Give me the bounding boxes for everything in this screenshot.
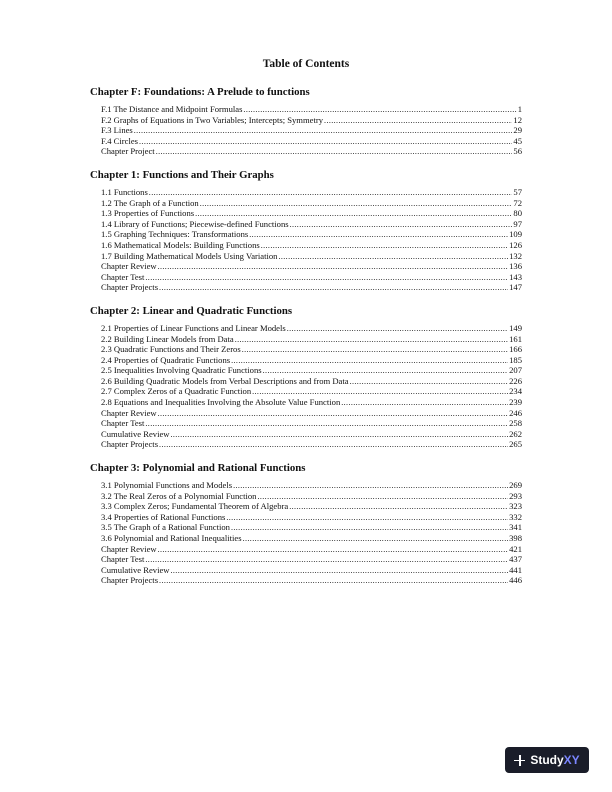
toc-entry[interactable] [101, 554, 522, 565]
toc-entry-page-number: 149 [509, 322, 522, 333]
chapter-heading: Chapter 1: Functions and Their Graphs [90, 168, 274, 181]
chapter-section [90, 461, 522, 586]
dot-leader [171, 430, 509, 440]
chapter-section [90, 85, 522, 157]
chapter-heading: Chapter F: Foundations: A Prelude to functions [90, 86, 310, 98]
toc-entry[interactable] [101, 323, 522, 334]
toc-entry-label: Chapter Test [101, 271, 145, 282]
dot-leader [139, 137, 512, 147]
dot-leader [171, 566, 509, 576]
dot-leader [249, 230, 508, 240]
toc-entry[interactable] [101, 240, 522, 251]
toc-entry[interactable] [101, 251, 522, 262]
toc-container [90, 85, 522, 597]
toc-entry[interactable] [101, 208, 522, 219]
toc-entry-label: 2.1 Properties of Linear Functions and Linear Models [101, 322, 286, 333]
dot-leader [235, 335, 508, 345]
toc-entry[interactable] [101, 397, 522, 408]
dot-leader [261, 241, 508, 251]
toc-entry-list [90, 323, 522, 450]
toc-entry-page-number: 29 [513, 125, 522, 136]
toc-entry-label: 1.3 Properties of Functions [101, 208, 195, 219]
toc-entry[interactable] [101, 365, 522, 376]
toc-entry[interactable] [101, 565, 522, 576]
dot-leader [243, 105, 516, 115]
toc-entry-label: 3.5 The Graph of a Rational Function [101, 522, 230, 533]
toc-entry-page-number: 332 [509, 511, 522, 522]
toc-entry[interactable] [101, 198, 522, 209]
dot-leader [158, 409, 509, 419]
logo-text-accent: XY [563, 753, 580, 767]
toc-entry-label: F.2 Graphs of Equations in Two Variables; Intercepts; Symmetry [101, 114, 324, 125]
toc-entry[interactable] [101, 104, 522, 115]
toc-entry-page-number: 80 [513, 208, 522, 219]
toc-entry-label: Chapter Projects [101, 439, 159, 450]
toc-entry-label: 3.6 Polynomial and Rational Inequalities [101, 533, 242, 543]
toc-entry-page-number: 341 [509, 522, 522, 533]
toc-entry-page-number: 136 [509, 261, 522, 272]
toc-entry-page-number: 57 [513, 186, 522, 197]
dot-leader [145, 419, 508, 429]
toc-entry-label: 1.1 Functions [101, 186, 148, 197]
toc-entry-page-number: 398 [509, 533, 522, 543]
toc-entry-label: 1.5 Graphing Techniques: Transformations [101, 229, 249, 240]
toc-entry[interactable] [101, 334, 522, 345]
toc-entry-page-number: 56 [513, 146, 522, 157]
dot-leader [156, 147, 513, 157]
logo-text-main: Study [530, 753, 564, 767]
toc-entry-page-number: 293 [509, 490, 522, 501]
toc-entry[interactable] [101, 282, 522, 293]
dot-leader [252, 387, 508, 397]
toc-entry-page-number: 226 [509, 375, 522, 386]
toc-entry-list [90, 104, 522, 157]
dot-leader [145, 555, 508, 565]
toc-entry-page-number: 1 [517, 104, 522, 114]
toc-entry-list [90, 480, 522, 586]
toc-entry-label: Cumulative Review [101, 428, 170, 439]
toc-entry-page-number: 437 [509, 554, 522, 565]
dot-leader [159, 283, 508, 293]
toc-entry-label: Chapter Test [101, 554, 145, 565]
toc-entry-page-number: 246 [509, 407, 522, 418]
chapter-section [90, 304, 522, 450]
toc-entry[interactable] [101, 386, 522, 397]
toc-entry-page-number: 161 [509, 333, 522, 344]
toc-entry-label: 1.2 The Graph of a Function [101, 197, 199, 208]
dot-leader [324, 116, 512, 126]
toc-entry-page-number: 234 [509, 386, 522, 397]
toc-entry-page-number: 446 [509, 575, 522, 586]
dot-leader [134, 126, 513, 136]
toc-entry[interactable] [101, 187, 522, 198]
toc-entry[interactable] [101, 125, 522, 136]
dot-leader [159, 440, 508, 450]
toc-entry-page-number: 265 [509, 439, 522, 450]
toc-entry[interactable] [101, 376, 522, 387]
toc-entry-label: 1.4 Library of Functions; Piecewise-defined Functions [101, 218, 289, 229]
toc-entry-page-number: 207 [509, 365, 522, 376]
toc-entry[interactable] [101, 480, 522, 491]
dot-leader [242, 345, 508, 355]
studyxy-logo[interactable] [505, 747, 589, 773]
toc-entry-page-number: 45 [513, 135, 522, 146]
toc-entry-page-number: 323 [509, 501, 522, 512]
dot-leader [158, 262, 509, 272]
toc-entry[interactable] [101, 146, 522, 157]
toc-entry-page-number: 147 [509, 282, 522, 293]
dot-leader [226, 513, 508, 523]
toc-entry[interactable] [101, 136, 522, 147]
toc-entry-label: 2.3 Quadratic Functions and Their Zeros [101, 344, 241, 355]
toc-entry-label: 2.4 Properties of Quadratic Functions [101, 354, 231, 365]
toc-entry-label: Chapter Projects [101, 575, 159, 586]
toc-entry-label: 2.5 Inequalities Involving Quadratic Functions [101, 365, 262, 376]
toc-entry-page-number: 185 [509, 354, 522, 365]
toc-entry-label: 3.3 Complex Zeros; Fundamental Theorem of Algebra [101, 501, 289, 512]
toc-entry-page-number: 126 [509, 239, 522, 250]
toc-entry[interactable] [101, 229, 522, 240]
toc-entry-label: 3.2 The Real Zeros of a Polynomial Function [101, 490, 257, 501]
plus-icon [514, 755, 525, 766]
toc-entry[interactable] [101, 491, 522, 502]
toc-entry-label: 1.6 Mathematical Models: Building Functions [101, 239, 260, 250]
dot-leader [158, 545, 509, 555]
dot-leader [290, 220, 513, 230]
dot-leader [350, 377, 509, 387]
toc-entry[interactable] [101, 439, 522, 450]
toc-entry-label: 2.8 Equations and Inequalities Involving the Absolute Value Function [101, 397, 341, 408]
toc-entry-page-number: 441 [509, 564, 522, 575]
toc-entry-label: Chapter Review [101, 407, 157, 418]
toc-entry[interactable] [101, 261, 522, 272]
dot-leader [341, 398, 508, 408]
toc-entry[interactable] [101, 355, 522, 366]
dot-leader [149, 188, 513, 198]
toc-entry-label: 2.6 Building Quadratic Models from Verbal Descriptions and from Data [101, 375, 349, 386]
toc-entry-label: F.4 Circles [101, 135, 139, 146]
toc-entry-label: Chapter Review [101, 261, 157, 272]
toc-entry[interactable] [101, 219, 522, 230]
dot-leader [231, 523, 508, 533]
toc-entry-page-number: 109 [509, 229, 522, 240]
chapter-heading: Chapter 2: Linear and Quadratic Functions [90, 304, 293, 317]
toc-entry-page-number: 132 [509, 250, 522, 261]
toc-entry[interactable] [101, 429, 522, 440]
page-title: Table of Contents [262, 58, 350, 70]
dot-leader [243, 534, 509, 544]
toc-entry[interactable] [101, 544, 522, 555]
dot-leader [200, 199, 513, 209]
toc-entry-label: Chapter Review [101, 543, 157, 554]
chapter-heading: Chapter 3: Polynomial and Rational Functions [90, 462, 306, 475]
toc-entry[interactable] [101, 575, 522, 586]
toc-entry-page-number: 239 [509, 397, 522, 408]
toc-entry[interactable] [101, 115, 522, 126]
toc-entry[interactable] [101, 522, 522, 533]
dot-leader [159, 576, 508, 586]
toc-entry-label: Chapter Test [101, 418, 145, 429]
toc-entry-page-number: 258 [509, 418, 522, 429]
toc-entry[interactable] [101, 344, 522, 355]
toc-entry-page-number: 269 [509, 480, 522, 491]
dot-leader [195, 209, 512, 219]
chapter-section [90, 168, 522, 293]
toc-entry[interactable] [101, 272, 522, 283]
dot-leader [145, 273, 508, 283]
toc-entry-list [90, 187, 522, 293]
toc-entry[interactable] [101, 501, 522, 512]
toc-entry-page-number: 12 [513, 114, 522, 125]
toc-entry-label: 3.1 Polynomial Functions and Models [101, 480, 233, 491]
toc-entry-label: 2.7 Complex Zeros of a Quadratic Function [101, 386, 252, 397]
dot-leader [257, 492, 508, 502]
dot-leader [289, 502, 508, 512]
toc-entry-page-number: 262 [509, 428, 522, 439]
toc-entry-page-number: 166 [509, 344, 522, 355]
toc-entry-label: Chapter Projects [101, 282, 159, 293]
toc-entry-label: F.3 Lines [101, 125, 133, 136]
toc-entry[interactable] [101, 408, 522, 419]
toc-entry-label: F.1 The Distance and Midpoint Formulas [101, 104, 243, 114]
toc-entry[interactable] [101, 533, 522, 544]
toc-entry-label: 1.7 Building Mathematical Models Using Variation [101, 250, 278, 261]
toc-entry-page-number: 72 [513, 197, 522, 208]
toc-entry-page-number: 421 [509, 543, 522, 554]
toc-entry[interactable] [101, 418, 522, 429]
toc-entry-label: Chapter Project [101, 146, 155, 157]
toc-entry-page-number: 143 [509, 271, 522, 282]
dot-leader [263, 366, 508, 376]
dot-leader [233, 481, 508, 491]
toc-entry-label: 3.4 Properties of Rational Functions [101, 511, 226, 522]
dot-leader [231, 356, 508, 366]
dot-leader [278, 252, 508, 262]
dot-leader [287, 324, 508, 334]
toc-entry[interactable] [101, 512, 522, 523]
toc-entry-page-number: 97 [513, 218, 522, 229]
toc-entry-label: 2.2 Building Linear Models from Data [101, 333, 234, 344]
toc-entry-label: Cumulative Review [101, 564, 170, 575]
